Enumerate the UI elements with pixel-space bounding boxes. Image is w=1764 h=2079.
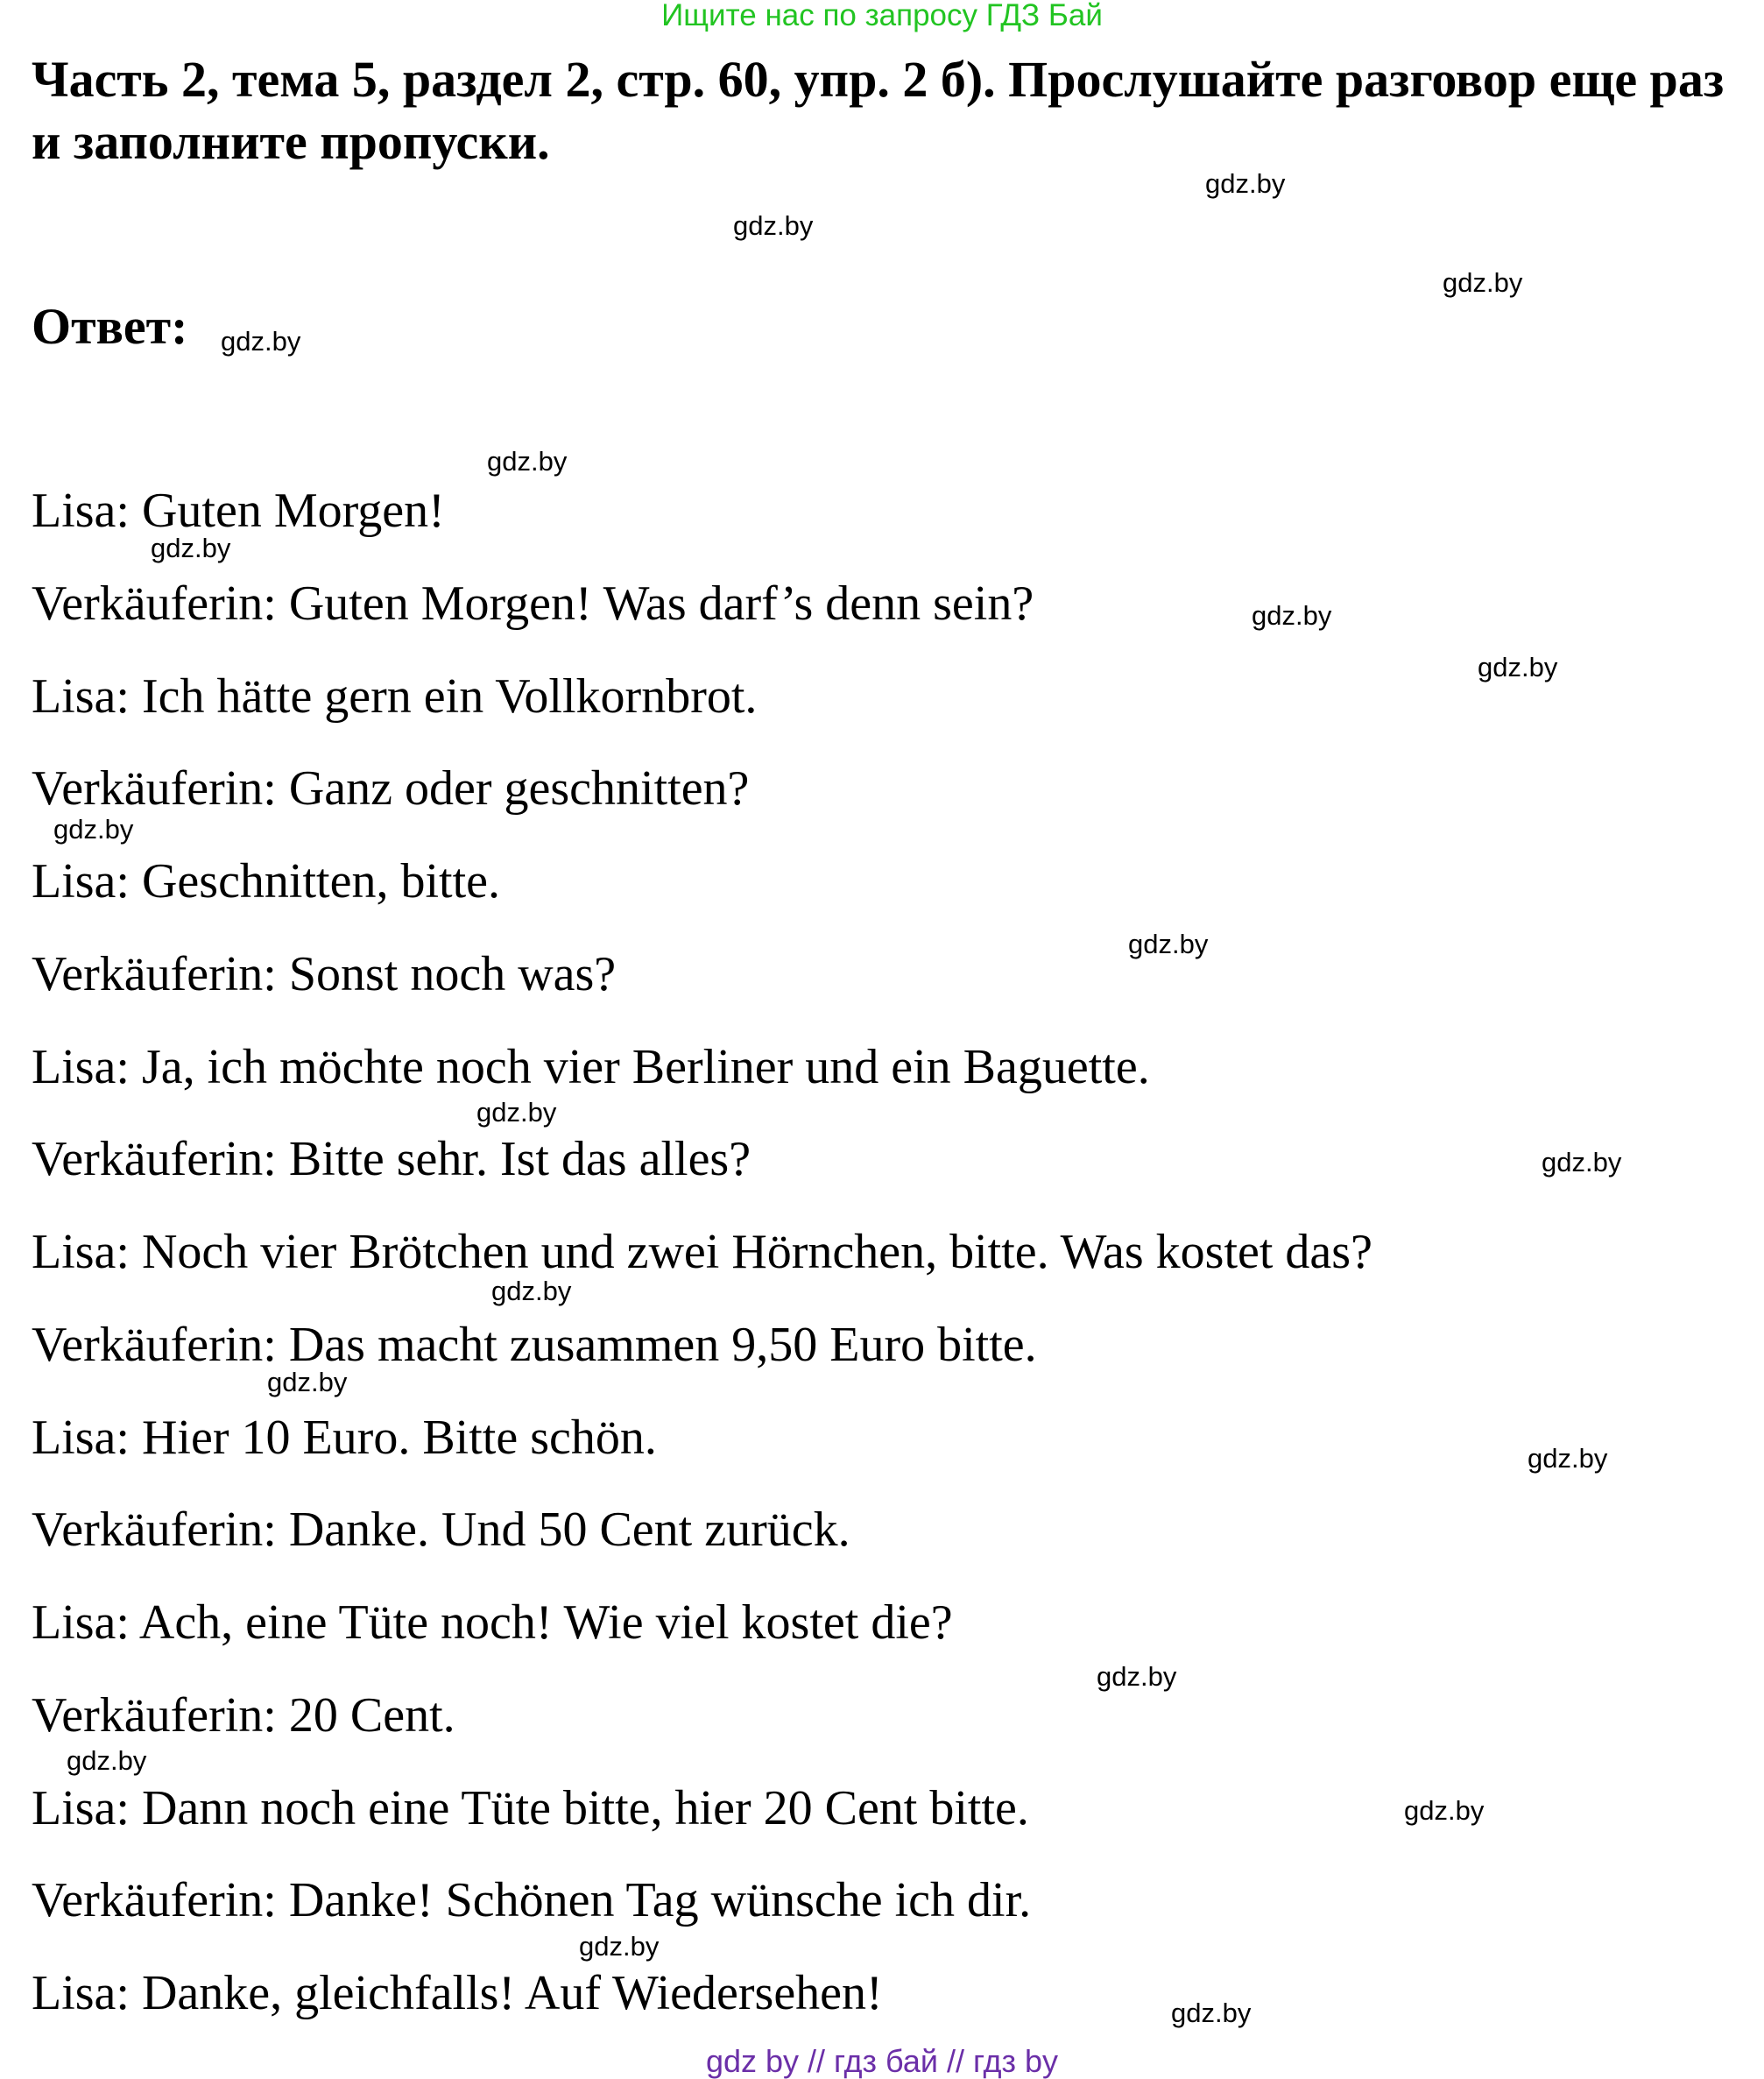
watermark: gdz.by [491,1276,572,1306]
watermark: gdz.by [1528,1443,1608,1474]
watermark: gdz.by [1171,1998,1252,2028]
dialogue-line: Lisa: Geschnitten, bitte. [32,854,500,909]
watermark: gdz.by [487,446,568,477]
answer-label: Ответ: [32,298,188,355]
watermark: gdz.by [1443,267,1523,298]
watermark: gdz.by [267,1367,348,1397]
top-banner: Ищите нас по запросу ГДЗ Бай [661,0,1103,32]
watermark: gdz.by [733,210,814,241]
footer-watermark: gdz by // гдз бай // гдз by [705,2043,1059,2079]
dialogue-line: Verkäuferin: Bitte sehr. Ist das alles? [32,1132,751,1186]
watermark: gdz.by [1205,168,1286,199]
watermark: gdz.by [151,533,231,563]
task-title: Часть 2, тема 5, раздел 2, стр. 60, упр. 2 б). Прослушайте разговор еще раз и заполните пропуски. [32,51,1725,170]
dialogue-line: Lisa: Guten Morgen! [32,484,445,538]
watermark: gdz.by [1252,600,1332,631]
dialogue-line: Verkäuferin: Danke. Und 50 Cent zurück. [32,1503,850,1557]
dialogue-line: Verkäuferin: Ganz oder geschnitten? [32,761,750,816]
dialogue-line: Lisa: Noch vier Brötchen und zwei Hörnchen, bitte. Was kostet das? [32,1225,1372,1279]
watermark: gdz.by [1128,929,1209,959]
dialogue-line: Lisa: Ach, eine Tüte noch! Wie viel kostet die? [32,1595,953,1650]
dialogue-line: Lisa: Danke, gleichfalls! Auf Wiedersehen! [32,1966,883,2020]
watermark: gdz.by [579,1931,660,1962]
watermark: gdz.by [1097,1661,1177,1692]
dialogue-line: Verkäuferin: Sonst noch was? [32,947,617,1001]
watermark: gdz.by [53,814,134,845]
dialogue-line: Lisa: Ich hätte gern ein Vollkornbrot. [32,669,758,724]
watermark: gdz.by [476,1097,557,1128]
dialogue-line: Lisa: Dann noch eine Tüte bitte, hier 20 Cent bitte. [32,1781,1029,1835]
dialogue-line: Lisa: Hier 10 Euro. Bitte schön. [32,1411,657,1465]
dialogue-line: Verkäuferin: Danke! Schönen Tag wünsche ich dir. [32,1873,1032,1927]
dialogue-line: Verkäuferin: Guten Morgen! Was darf’s denn sein? [32,576,1034,631]
watermark: gdz.by [1404,1795,1485,1826]
dialogue-line: Verkäuferin: Das macht zusammen 9,50 Euro bitte. [32,1318,1037,1372]
watermark: gdz.by [1478,652,1558,682]
dialogue-line: Verkäuferin: 20 Cent. [32,1688,455,1743]
dialogue-line: Lisa: Ja, ich möchte noch vier Berliner und ein Baguette. [32,1040,1150,1094]
watermark: gdz.by [1542,1147,1622,1177]
watermark: gdz.by [67,1745,147,1776]
watermark: gdz.by [221,326,301,357]
